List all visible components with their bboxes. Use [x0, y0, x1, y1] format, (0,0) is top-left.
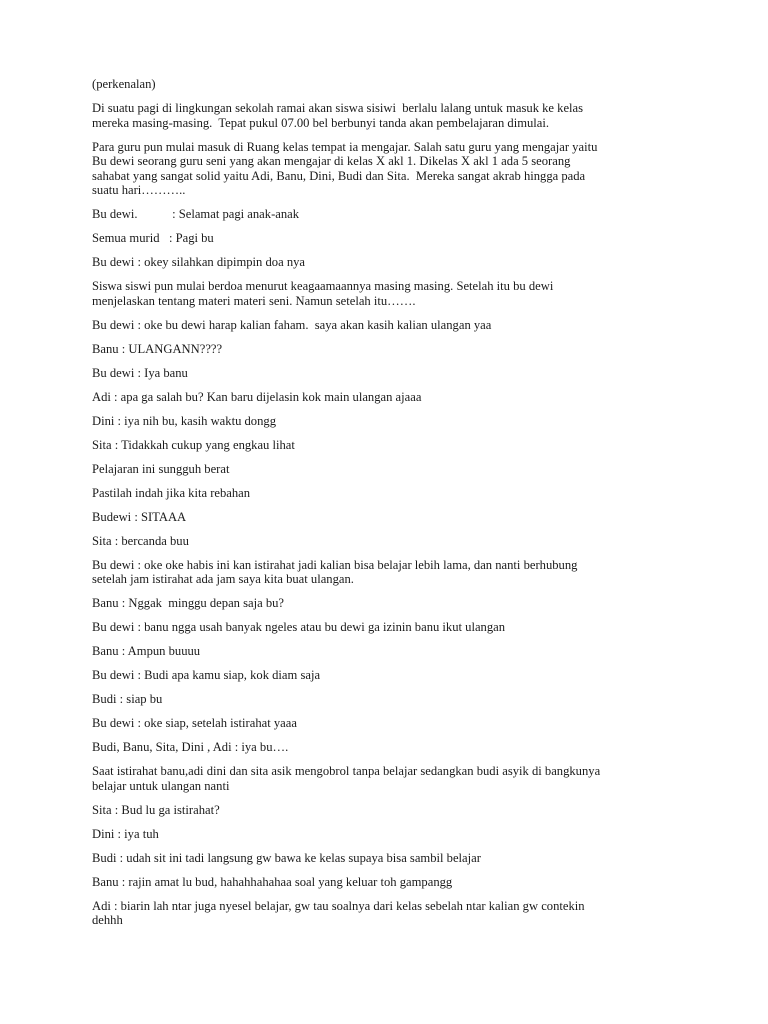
- text-line: Bu dewi seorang guru seni yang akan mengajar di kelas X akl 1. Dikelas X akl 1 ada 5 seorang: [92, 154, 571, 168]
- paragraph: [92, 255, 688, 270]
- paragraph: [92, 390, 688, 405]
- paragraph: [92, 510, 688, 525]
- text-line: dehhh: [92, 913, 123, 927]
- paragraph: [92, 438, 688, 453]
- paragraph: [92, 486, 688, 501]
- paragraph: [92, 827, 688, 842]
- paragraph: [92, 803, 688, 818]
- paragraph: [92, 101, 688, 130]
- text-line: menjelaskan tentang materi materi seni. Namun setelah itu…….: [92, 293, 416, 308]
- paragraph: [92, 462, 688, 477]
- paragraph: [92, 668, 688, 683]
- text-line: Bu dewi : banu ngga usah banyak ngeles atau bu dewi ga izinin banu ikut ulangan: [92, 620, 506, 634]
- text-line: Sita : Bud lu ga istirahat?: [92, 802, 220, 817]
- paragraph: [92, 764, 688, 793]
- paragraph: [92, 851, 688, 866]
- text-line: Di suatu pagi di lingkungan sekolah ramai akan siswa sisiwi berlalu lalang untuk masuk ke kelas: [92, 101, 584, 115]
- text-line: Budi, Banu, Sita, Dini , Adi : iya bu….: [92, 740, 289, 754]
- paragraph: [92, 207, 688, 222]
- paragraph: [92, 279, 688, 308]
- paragraph: [92, 740, 688, 755]
- text-line: Adi : apa ga salah bu? Kan baru dijelasin kok main ulangan ajaaa: [92, 389, 422, 404]
- text-line: sahabat yang sangat solid yaitu Adi, Banu, Dini, Budi dan Sita. Mereka sangat akrab hingga pada: [92, 168, 586, 183]
- text-line: Siswa siswi pun mulai berdoa menurut keagaamaannya masing masing. Setelah itu bu dewi: [92, 279, 554, 293]
- text-line: Budi : siap bu: [92, 692, 163, 706]
- paragraph: [92, 318, 688, 333]
- text-line: suatu hari………..: [92, 183, 186, 197]
- text-line: Dini : iya nih bu, kasih waktu dongg: [92, 413, 276, 428]
- paragraph: [92, 596, 688, 611]
- paragraph: [92, 620, 688, 635]
- paragraph: [92, 899, 688, 928]
- paragraph: [92, 692, 688, 707]
- paragraph: [92, 366, 688, 381]
- text-line: Pastilah indah jika kita rebahan: [92, 485, 251, 500]
- paragraph: [92, 558, 688, 587]
- text-line: Bu dewi. : Selamat pagi anak-anak: [92, 207, 300, 221]
- text-line: Banu : Ampun buuuu: [92, 644, 201, 658]
- text-line: Pelajaran ini sungguh berat: [92, 461, 230, 476]
- text-line: belajar untuk ulangan nanti: [92, 778, 230, 793]
- paragraph: [92, 342, 688, 357]
- text-line: Banu : ULANGANN????: [92, 341, 223, 356]
- text-line: mereka masing-masing. Tepat pukul 07.00 bel berbunyi tanda akan pembelajaran dimulai.: [92, 115, 550, 130]
- text-line: Bu dewi : oke bu dewi harap kalian faham. saya akan kasih kalian ulangan yaa: [92, 317, 492, 332]
- text-line: Bu dewi : Budi apa kamu siap, kok diam saja: [92, 668, 321, 682]
- text-line: Budewi : SITAAA: [92, 509, 187, 524]
- paragraph: [92, 644, 688, 659]
- text-line: Para guru pun mulai masuk di Ruang kelas tempat ia mengajar. Salah satu guru yang mengajar yaitu: [92, 139, 598, 154]
- paragraph: [92, 534, 688, 549]
- text-line: Bu dewi : Iya banu: [92, 365, 188, 380]
- paragraph: [92, 231, 688, 246]
- text-line: Bu dewi : oke siap, setelah istirahat yaaa: [92, 716, 297, 730]
- text-line: Budi : udah sit ini tadi langsung gw bawa ke kelas supaya bisa sambil belajar: [92, 850, 481, 865]
- text-line: setelah jam istirahat ada jam saya kita buat ulangan.: [92, 572, 354, 586]
- text-line: Bu dewi : okey silahkan dipimpin doa nya: [92, 255, 306, 269]
- text-line: Sita : bercanda buu: [92, 533, 189, 548]
- paragraph: [92, 77, 688, 92]
- text-line: (perkenalan): [92, 77, 156, 91]
- paragraph: [92, 414, 688, 429]
- text-line: Banu : rajin amat lu bud, hahahhahahaa soal yang keluar toh gampangg: [92, 874, 453, 889]
- text-line: Banu : Nggak minggu depan saja bu?: [92, 596, 285, 610]
- paragraph: [92, 716, 688, 731]
- paragraph: [92, 875, 688, 890]
- text-line: Bu dewi : oke oke habis ini kan istirahat jadi kalian bisa belajar lebih lama, dan nanti berhubung: [92, 557, 578, 572]
- text-line: Adi : biarin lah ntar juga nyesel belajar, gw tau soalnya dari kelas sebelah ntar kalian gw contekin: [92, 898, 585, 913]
- paragraph: [92, 140, 688, 198]
- text-line: Semua murid : Pagi bu: [92, 231, 214, 245]
- text-line: Dini : iya tuh: [92, 826, 159, 841]
- text-line: Sita : Tidakkah cukup yang engkau lihat: [92, 437, 295, 452]
- text-line: Saat istirahat banu,adi dini dan sita asik mengobrol tanpa belajar sedangkan budi asyik di bangkunya: [92, 764, 601, 778]
